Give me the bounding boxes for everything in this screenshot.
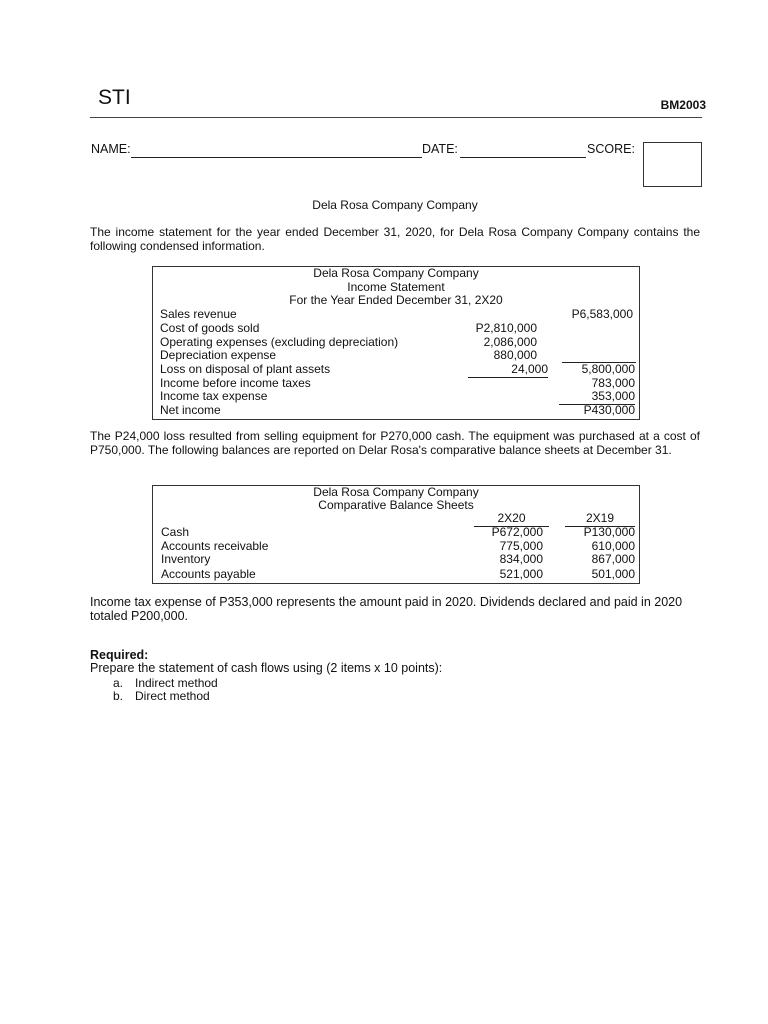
is-row-total: 5,800,000 (581, 362, 635, 376)
bs-title: Dela Rosa Company Company (313, 485, 479, 499)
intro-paragraph: The income statement for the year ended December 31, 2020, for Dela Rosa Company Company contains the following condensed information. (90, 225, 700, 253)
is-row-label: Depreciation expense (160, 348, 277, 362)
is-row-total: 783,000 (591, 375, 635, 390)
course-code: BM2003 (660, 98, 706, 112)
bs-row-2x19: 867,000 (591, 552, 635, 566)
is-row-amount: 2,086,000 (483, 334, 537, 349)
date-field[interactable] (460, 157, 586, 158)
required-heading: Required: (90, 648, 149, 662)
is-row-total: P6,583,000 (571, 307, 633, 321)
balance-sheet-box (152, 485, 640, 584)
bs-row-label: Inventory (161, 552, 211, 566)
bs-row-2x20: 834,000 (499, 552, 543, 566)
bs-subtitle: Comparative Balance Sheets (318, 498, 474, 512)
required-instruction: Prepare the statement of cash flows using (2 items x 10 points): (90, 661, 443, 675)
is-row-total: 353,000 (559, 390, 635, 405)
name-field[interactable] (131, 157, 422, 158)
score-box[interactable] (643, 142, 702, 187)
is-period: For the Year Ended December 31, 2X20 (289, 293, 503, 307)
is-row-total: P430,000 (583, 403, 635, 417)
is-row-label: Income before income taxes (160, 375, 311, 390)
is-row-label: Net income (160, 403, 221, 417)
item-marker: b. (113, 689, 124, 703)
bs-row-2x19: 501,000 (591, 567, 635, 581)
bs-row-2x20: 521,000 (499, 567, 543, 581)
is-title: Dela Rosa Company Company (313, 266, 479, 280)
is-row-label: Cost of goods sold (160, 321, 260, 335)
bs-row-2x20: 775,000 (499, 538, 543, 553)
bs-row-2x19: 610,000 (591, 538, 635, 553)
is-row-label: Sales revenue (160, 307, 237, 321)
bs-row-label: Accounts receivable (161, 538, 269, 553)
item-text: Indirect method (135, 676, 218, 690)
bs-row-2x20: P672,000 (491, 525, 543, 539)
bs-row-label: Cash (161, 525, 190, 539)
bs-row-label: Accounts payable (161, 567, 256, 581)
date-label: DATE: (422, 142, 458, 156)
is-row-amount: 880,000 (493, 348, 537, 362)
score-label: SCORE: (587, 142, 635, 156)
logo: STI (98, 86, 131, 109)
income-statement-box (152, 266, 640, 420)
is-row-label: Operating expenses (excluding depreciation) (160, 334, 399, 349)
bs-col-header-2x20: 2X20 (474, 512, 549, 527)
middle-paragraph: The P24,000 loss resulted from selling equipment for P270,000 cash. The equipment was purchased at a cost of P750,000. The following balances are reported on Delar Rosa's comparative balance sheets at December 31. (90, 429, 700, 457)
is-row-label: Income tax expense (160, 389, 268, 403)
item-marker: a. (113, 676, 124, 690)
total-rule (562, 362, 636, 363)
is-row-amount: 24,000 (468, 363, 548, 378)
header-divider (90, 117, 702, 118)
item-text: Direct method (135, 689, 210, 703)
is-row-label: Loss on disposal of plant assets (160, 362, 331, 376)
company-title: Dela Rosa Company Company (312, 198, 478, 212)
bs-col-header-2x19: 2X19 (565, 512, 635, 527)
is-row-amount: P2,810,000 (475, 321, 537, 335)
bs-row-2x19: P130,000 (583, 525, 635, 539)
is-subtitle: Income Statement (347, 279, 445, 294)
name-label: NAME: (91, 142, 131, 156)
tax-paragraph: Income tax expense of P353,000 represents the amount paid in 2020. Dividends declared and paid in 2020 totaled P200,000. (90, 595, 683, 623)
